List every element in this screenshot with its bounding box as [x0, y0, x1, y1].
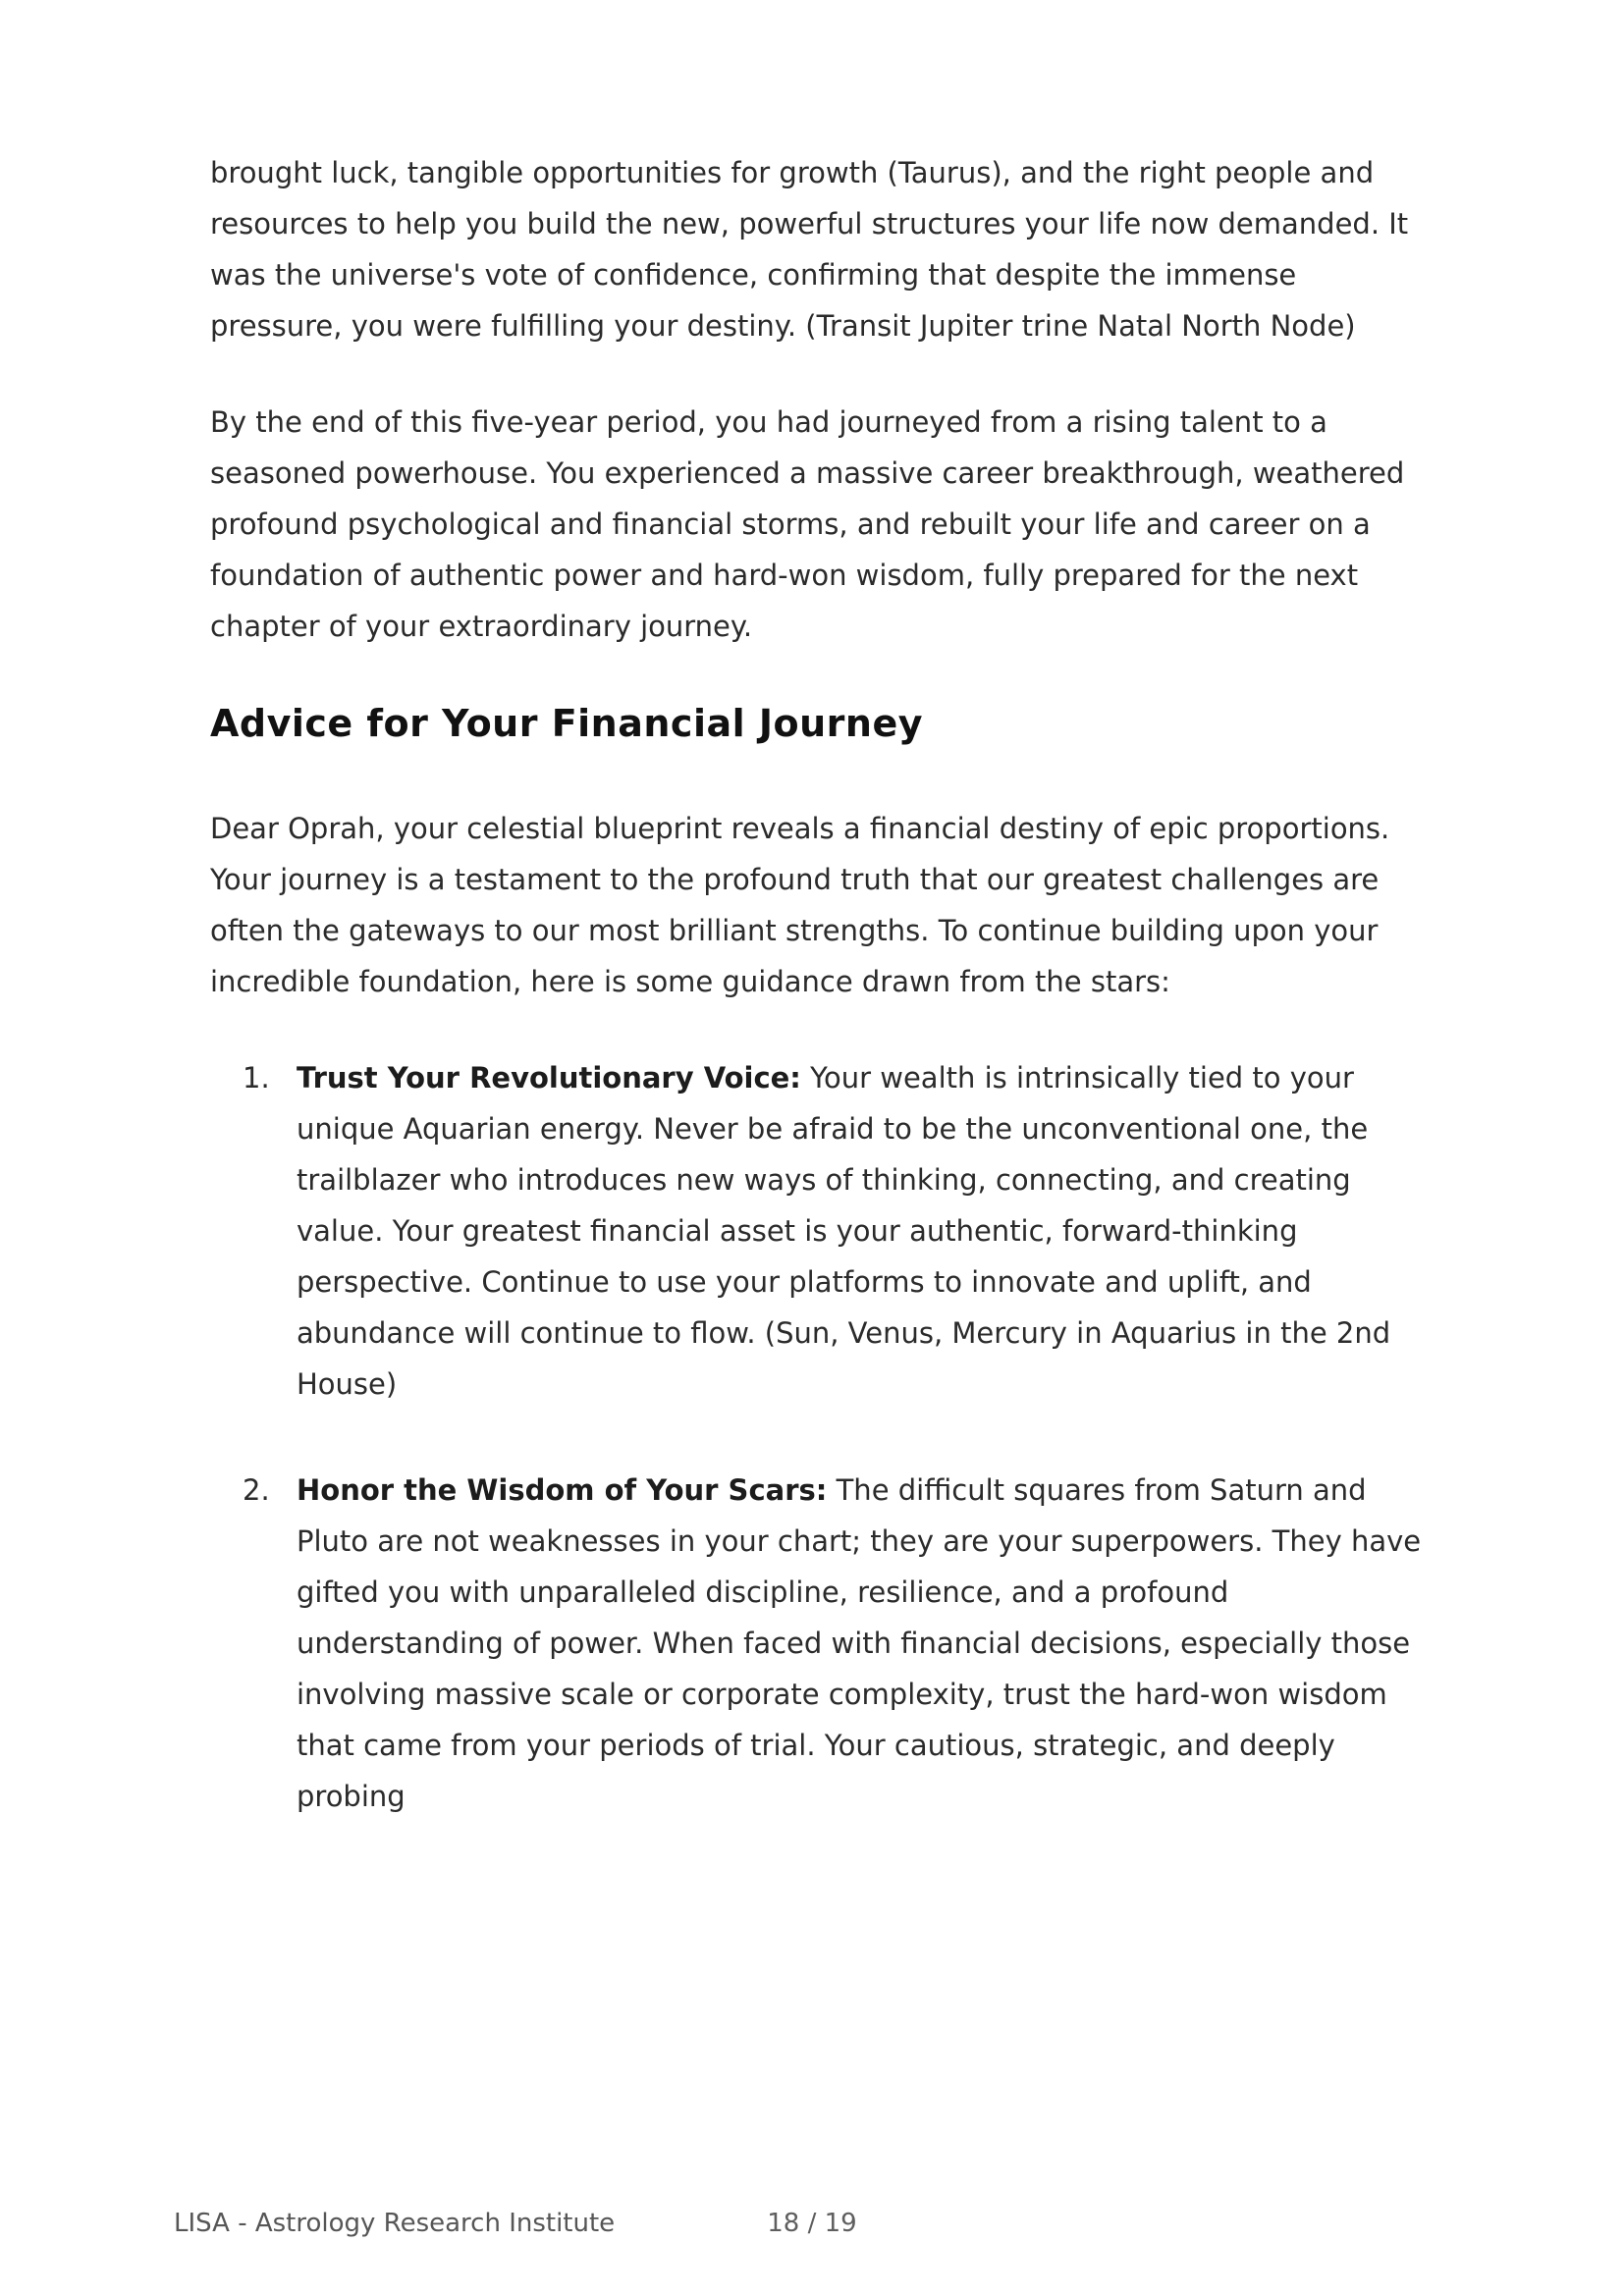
paragraph-summary: By the end of this five-year period, you had journeyed from a rising talent to a seasoned powerhouse. You experienced a massive career breakthrough, weathered profound psychological and financial storms, and rebuilt your life and career on a foundation of authentic power and hard-won wisdom, fully prepared for the next chapter of your extraordinary journey. [210, 405, 1405, 643]
page-content [210, 147, 1428, 1877]
intro-paragraph: Dear Oprah, your celestial blueprint reveals a financial destiny of epic proportions. Your journey is a testament to the profound truth that our greatest challenges are often the gateways to our most brilliant strengths. To continue building upon your incredible foundation, here is some guidance drawn from the stars: [210, 812, 1390, 998]
footer-brand: LISA - Astrology Research Institute [174, 2209, 616, 2238]
list-item-number: 2. [243, 1473, 270, 1507]
list-item-lead: Trust Your Revolutionary Voice: [297, 1061, 801, 1095]
page-indicator: 18 / 19 [767, 2209, 857, 2238]
section-heading: Advice for Your Financial Journey [210, 702, 924, 745]
list-item [210, 1465, 1428, 1822]
list-item-number: 1. [243, 1061, 270, 1095]
list-item-lead: Honor the Wisdom of Your Scars: [297, 1473, 828, 1507]
list-item [210, 1052, 1428, 1410]
paragraph-continuation: brought luck, tangible opportunities for growth (Taurus), and the right people and resources to help you build the new, powerful structures your life now demanded. It was the universe's vote of confidence, confirming that despite the immense pressure, you were fulfilling your destiny. (Transit Jupiter trine Natal North Node) [210, 156, 1409, 343]
advice-list [210, 1052, 1428, 1822]
list-item-text: Your wealth is intrinsically tied to your unique Aquarian energy. Never be afraid to be the unconventional one, the trailblazer who introduces new ways of thinking, connecting, and creating value. Your greatest financial asset is your authentic, forward-thinking perspective. Continue to use your platforms to innovate and uplift, and abundance will continue to flow. (Sun, Venus, Mercury in Aquarius in the 2nd House) [297, 1061, 1391, 1401]
list-item-text: The difficult squares from Saturn and Pluto are not weaknesses in your chart; they are your superpowers. They have gifted you with unparalleled discipline, resilience, and a profound understanding of power. When faced with financial decisions, especially those involving massive scale or corporate complexity, trust the hard-won wisdom that came from your periods of trial. Your cautious, strategic, and deeply probing [297, 1473, 1422, 1813]
